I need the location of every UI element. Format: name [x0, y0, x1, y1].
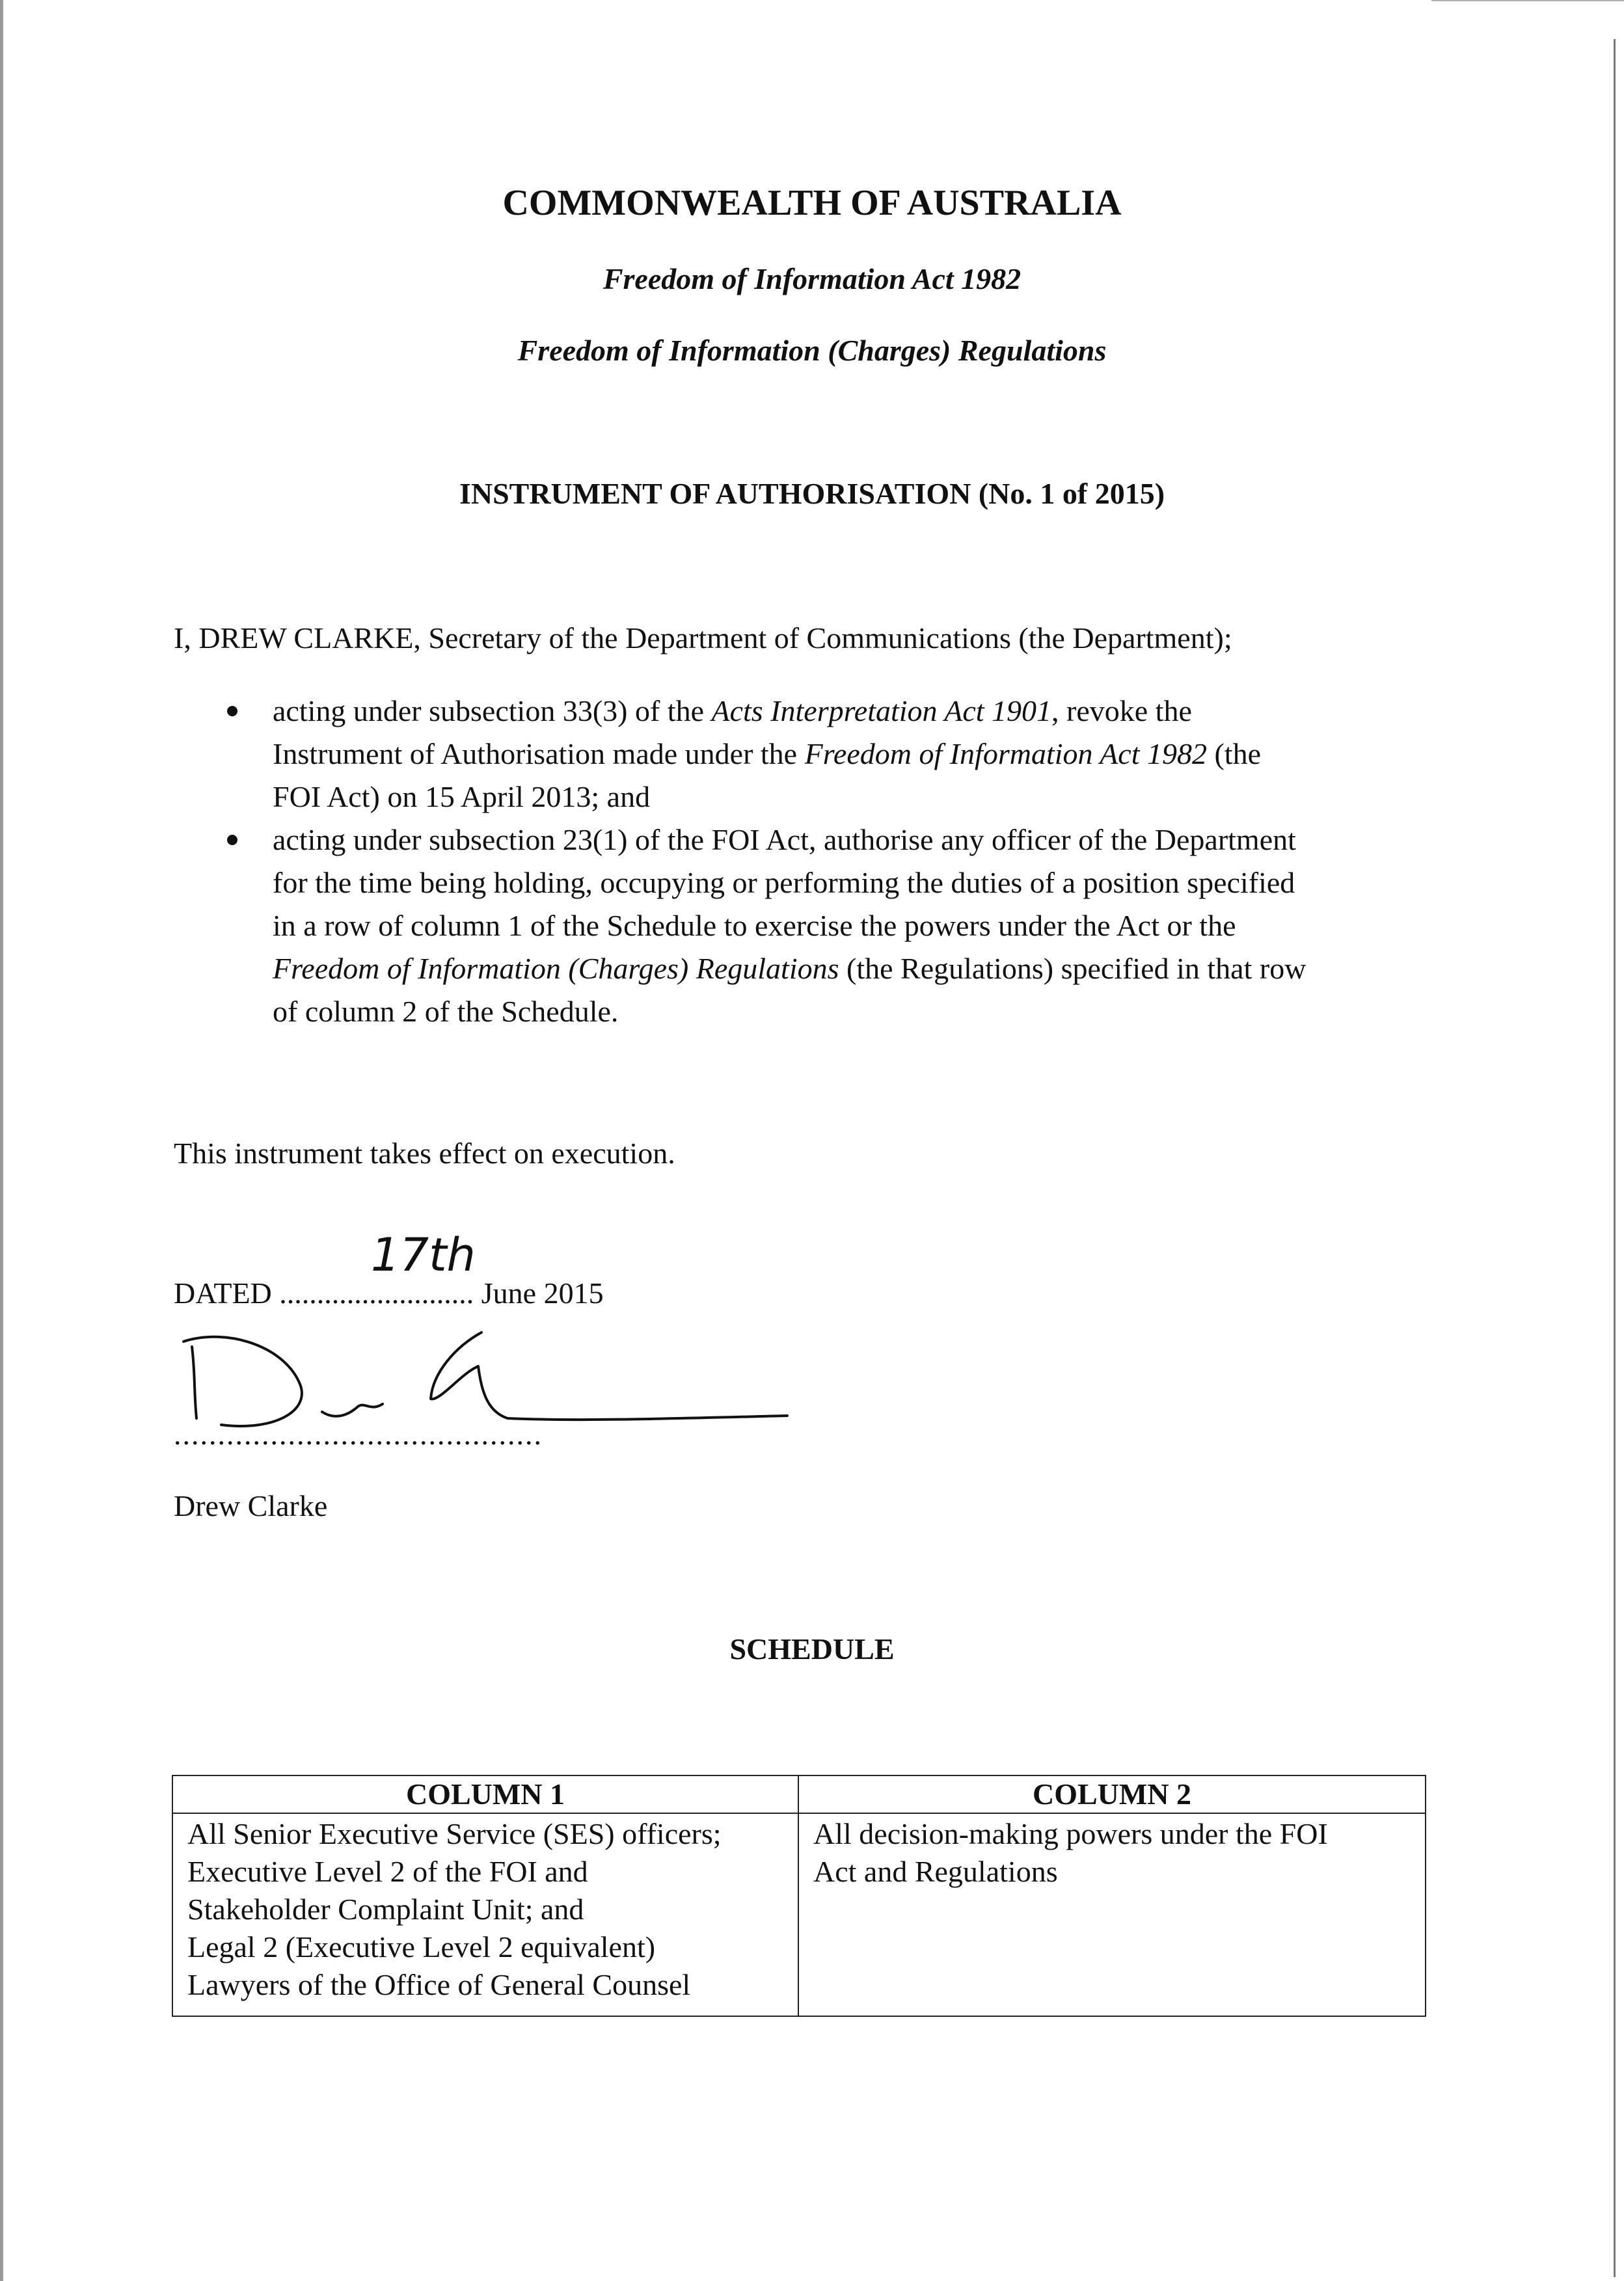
instrument-heading: INSTRUMENT OF AUTHORISATION (No. 1 of 2015)	[459, 477, 1165, 510]
column-1-line: Lawyers of the Office of General Counsel	[187, 1968, 691, 2001]
column-1-header: COLUMN 1	[172, 1775, 798, 1813]
column-1-cell	[172, 1813, 798, 2016]
bullet-text: for the time being holding, occupying or performing the duties of a position specified	[273, 866, 1295, 899]
schedule-row	[172, 1813, 1426, 2016]
schedule-table	[172, 1775, 1426, 2017]
bullet-line	[273, 947, 1475, 990]
act-name: Freedom of Information Act 1982	[602, 262, 1022, 295]
signer-name: Drew Clarke	[174, 1489, 328, 1522]
dated-dots: ..........................	[279, 1276, 474, 1310]
bullet-line	[273, 776, 1475, 818]
bullet-text: in a row of column 1 of the Schedule to exercise the powers under the Act or the	[273, 909, 1236, 942]
bullet-line	[273, 733, 1475, 776]
schedule-header-row	[172, 1775, 1426, 1813]
schedule-heading: SCHEDULE	[729, 1632, 895, 1666]
bullet-text: FOI Act) on 15 April 2013; and	[273, 780, 651, 813]
bullet-text: acting under subsection 33(3) of the	[273, 694, 712, 727]
bullet-dot	[227, 706, 237, 716]
regulations-name: Freedom of Information (Charges) Regulations	[517, 334, 1107, 367]
scan-edge-top	[1431, 0, 1624, 1]
authorisation-list	[174, 690, 1475, 1033]
handwritten-day: 17th	[371, 1228, 476, 1282]
bullet-text: acting under subsection 23(1) of the FOI Act, authorise any officer of the Department	[273, 823, 1296, 856]
bullet-line	[273, 990, 1475, 1033]
document-title: COMMONWEALTH OF AUSTRALIA	[502, 183, 1122, 223]
authorisation-bullet	[174, 818, 1475, 1033]
bullet-text: (the	[1206, 737, 1261, 770]
scan-edge-right	[1614, 39, 1616, 2277]
bullet-line	[273, 904, 1475, 947]
bullet-text: Instrument of Authorisation made under the	[273, 737, 805, 770]
bullet-dot	[227, 835, 237, 845]
column-2-header: COLUMN 2	[798, 1775, 1426, 1813]
bullet-line	[273, 818, 1475, 861]
bullet-text: of column 2 of the Schedule.	[273, 995, 619, 1028]
dated-month-year: June 2015	[474, 1276, 604, 1310]
bullet-line	[273, 861, 1475, 904]
column-2-line: Act and Regulations	[813, 1855, 1058, 1888]
bullet-line	[273, 690, 1475, 733]
column-2-cell	[798, 1813, 1426, 2016]
dated-label: DATED	[174, 1276, 280, 1310]
italic-citation: Freedom of Information (Charges) Regulations	[273, 952, 839, 985]
intro-paragraph: I, DREW CLARKE, Secretary of the Department of Communications (the Department);	[174, 621, 1232, 655]
column-1-line: Stakeholder Complaint Unit; and	[187, 1893, 584, 1926]
bullet-text: , revoke the	[1051, 694, 1192, 727]
effect-statement: This instrument takes effect on execution.	[174, 1137, 675, 1170]
italic-citation: Acts Interpretation Act 1901	[711, 694, 1052, 727]
column-2-line: All decision-making powers under the FOI	[813, 1817, 1328, 1850]
column-1-line: All Senior Executive Service (SES) officers;	[187, 1817, 722, 1850]
signature-line: ..........................................	[174, 1418, 543, 1451]
column-1-line: Executive Level 2 of the FOI and	[187, 1855, 588, 1888]
column-1-line: Legal 2 (Executive Level 2 equivalent)	[187, 1930, 656, 1964]
bullet-text: (the Regulations) specified in that row	[839, 952, 1306, 985]
authorisation-bullet	[174, 690, 1475, 818]
italic-citation: Freedom of Information Act 1982	[804, 737, 1207, 770]
